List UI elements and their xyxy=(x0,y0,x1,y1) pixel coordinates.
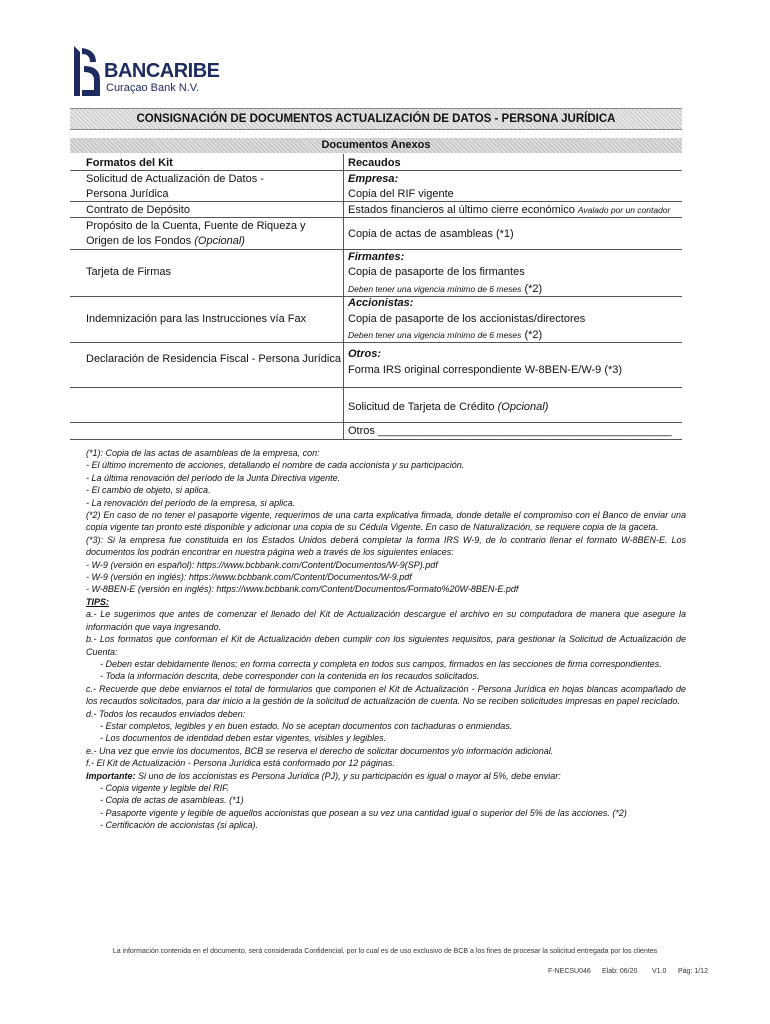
row-divider xyxy=(343,387,682,388)
tip-b-item: - Deben estar debidamente llenos; en forma correcta y completa en todos sus campos, firmados en las secciones de firma correspondientes. xyxy=(100,658,662,669)
note-3: (*3): Si la empresa fue constituida en los Estados Unidos deberá completar la forma IRS W-9, de lo contrario llenar el formato W-8BEN-E. Los documentos los podrán encontrar en nuestra página web a través de los siguientes enlaces: xyxy=(86,534,686,558)
tips-heading: TIPS: xyxy=(86,596,110,607)
page-title: CONSIGNACIÓN DE DOCUMENTOS ACTUALIZACIÓN DE DATOS - PERSONA JURÍDICA xyxy=(70,108,682,130)
row-divider xyxy=(70,217,343,218)
row-divider xyxy=(70,342,343,343)
bank-logo xyxy=(70,44,220,102)
table-divider xyxy=(70,170,682,171)
link-w9-en: - W-9 (versión en inglés): https://www.bcbbank.com/Content/Documentos/W-9.pdf xyxy=(86,572,412,583)
vigencia-note-1: Deben tener una vigencia mínimo de 6 meses (*2) xyxy=(348,283,543,295)
row-divider xyxy=(343,342,682,343)
recaudo-irs: Forma IRS original correspondiente W-8BEN-E/W-9 (*3) xyxy=(348,364,623,376)
form-code: F-NECSU046 xyxy=(548,968,591,975)
kit-tarjeta-firmas: Tarjeta de Firmas xyxy=(86,266,171,278)
page-number: Pág: 1/12 xyxy=(678,968,708,975)
notes-section xyxy=(86,447,686,832)
importante-note: Importante: Si uno de los accionistas es Persona Jurídica (PJ), y su participación es igual o mayor al 5%, debe enviar: xyxy=(86,770,561,781)
otros-heading: Otros: xyxy=(348,348,381,360)
recaudo-rif: Copia del RIF vigente xyxy=(348,188,454,200)
recaudo-otros: Otros ________________________________________________ xyxy=(348,425,672,437)
tip-b: b.- Los formatos que conforman el Kit de Actualización deben cumplir con los siguientes requisitos, para gestionar la Solicitud de Actualización de Cuenta: xyxy=(86,634,686,657)
kit-solicitud-line1: Solicitud de Actualización de Datos - xyxy=(86,173,264,185)
recaudo-pasaporte-firmantes: Copia de pasaporte de los firmantes xyxy=(348,266,525,278)
row-divider xyxy=(70,201,343,202)
kit-solicitud-line2: Persona Jurídica xyxy=(86,188,169,200)
vigencia-note-2: Deben tener una vigencia mínimo de 6 meses (*2) xyxy=(348,329,543,341)
row-divider xyxy=(343,201,682,202)
importante-item: - Copia vigente y legible del RIF. xyxy=(100,782,229,793)
header-left: Formatos del Kit xyxy=(86,157,173,169)
recaudo-pasaporte-accionistas: Copia de pasaporte de los accionistas/directores xyxy=(348,313,586,325)
note-1: (*1): Copia de las actas de asambleas de la empresa, con: xyxy=(86,448,320,458)
recaudo-tarjeta-credito: Solicitud de Tarjeta de Crédito (Opcional) xyxy=(348,401,549,413)
row-divider xyxy=(70,249,343,250)
tip-f: f.- El Kit de Actualización - Persona Jurídica está conformado por 12 páginas. xyxy=(86,758,395,769)
row-divider xyxy=(70,387,343,388)
note-2: (*2) En caso de no tener el pasaporte vigente, requerimos de una carta explicativa firmada, donde detalle el compromiso con el Banco de enviar una copia vigente tan pronto esté disponible y adicionar una copia de su Cédula Vigente. En caso de Naturalización, se requiere copia de la gaceta. xyxy=(86,510,686,533)
kit-indemnizacion: Indemnización para las Instrucciones vía Fax xyxy=(86,313,307,325)
section-title: Documentos Anexos xyxy=(70,138,682,153)
empresa-heading: Empresa: xyxy=(348,173,399,185)
row-divider xyxy=(70,296,343,297)
link-w8ben-e: - W-8BEN-E (versión en inglés): https://www.bcbbank.com/Content/Documentos/Formato%20W-8BEN-E.pdf xyxy=(86,584,519,595)
bank-logo-mark-icon xyxy=(70,44,106,100)
table-bottom-border xyxy=(70,439,682,440)
row-divider xyxy=(343,422,682,423)
kit-declaracion-fiscal: Declaración de Residencia Fiscal - Persona Jurídica xyxy=(86,353,341,365)
kit-contrato: Contrato de Depósito xyxy=(86,204,190,216)
tip-c: c.- Recuerde que debe enviarnos el total de formularios que componen el Kit de Actualización - Persona Jurídica en hojas blancas acompañado de los recaudos solicitados, para dar inicio a la gestión de la solicitud de actualización de cuenta. No se reciben solicitudes impresas en papel reciclado. xyxy=(86,683,686,707)
note-1-item: - La última renovación del período de la Junta Directiva vigente. xyxy=(86,472,341,483)
note-1-item: - El último incremento de acciones, detallando el nombre de cada accionista y su participación. xyxy=(86,460,465,471)
note-1-item: - El cambio de objeto, si aplica. xyxy=(86,485,211,496)
tip-d-item: - Estar completos, legibles y en buen estado. No se aceptan documentos con tachaduras o enmiendas. xyxy=(100,720,513,731)
row-divider xyxy=(343,217,682,218)
tip-e: e.- Una vez que envíe los documentos, BCB se reserva el derecho de solicitar documentos y/o información adicional. xyxy=(86,745,554,756)
tip-a: a.- Le sugerimos que antes de comenzar el llenado del Kit de Actualización descargue el archivo en su computadora de manera que asegure la información que vaya ingresando. xyxy=(86,609,686,632)
bank-subtitle: Curaçao Bank N.V. xyxy=(106,82,200,94)
importante-item: - Pasaporte vigente y legible de aquellos accionistas que posean a su vez una cantidad igual o superior del 5% de las acciones. (*2) xyxy=(100,807,627,818)
header-right: Recaudos xyxy=(348,157,401,169)
firmantes-heading: Firmantes: xyxy=(348,251,405,263)
kit-proposito-line1: Propósito de la Cuenta, Fuente de Riqueza y xyxy=(86,220,306,232)
confidentiality-footer: La información contenida en el documento, será considerada Confidencial, por lo cual es de uso exclusivo de BCB a los fines de procesar la solicitud entregada por los clientes xyxy=(112,948,658,955)
importante-item: - Certificación de accionistas (si aplica). xyxy=(100,820,259,831)
accionistas-heading: Accionistas: xyxy=(348,297,414,309)
kit-proposito-line2: Origen de los Fondos (Opcional) xyxy=(86,235,245,247)
elab-date: Elab: 06/20 xyxy=(602,968,638,975)
recaudo-estados: Estados financieros al último cierre económico Avalado por un contador xyxy=(348,204,671,216)
bank-name: BANCARIBE xyxy=(104,60,220,82)
importante-item: - Copia de actas de asambleas. (*1) xyxy=(100,795,244,806)
note-1-item: - La renovación del período de la empresa, si aplica. xyxy=(86,497,296,508)
tip-d: d.- Todos los recaudos enviados deben: xyxy=(86,708,246,719)
link-w9-es: - W-9 (versión en español): https://www.bcbbank.com/Content/Documentos/W-9(SP).pdf xyxy=(86,559,438,570)
version: V1.0 xyxy=(652,968,667,975)
row-divider xyxy=(70,422,343,423)
recaudo-actas: Copia de actas de asambleas (*1) xyxy=(348,228,514,240)
tip-d-item: - Los documentos de identidad deben estar vigentes, visibles y legibles. xyxy=(100,733,387,744)
tip-b-item: - Toda la información descrita, debe corresponder con la contenida en los recaudos solicitados. xyxy=(100,671,480,682)
